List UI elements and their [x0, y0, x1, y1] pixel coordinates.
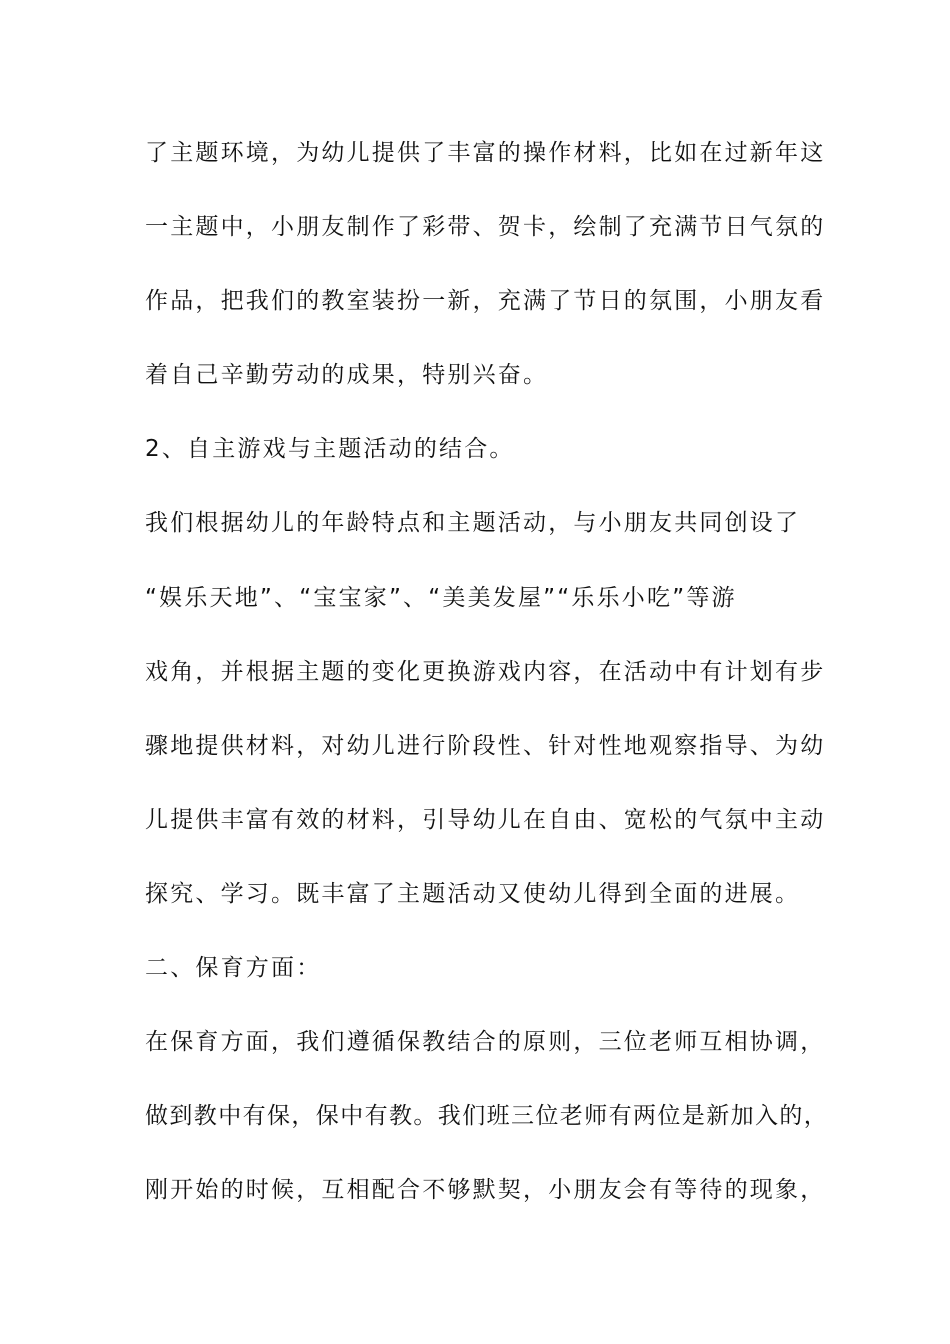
paragraph-line-15: 刚开始的时候，互相配合不够默契，小朋友会有等待的现象， [145, 1177, 826, 1203]
paragraph-line-11: 探究、学习。既丰富了主题活动又使幼儿得到全面的进展。 [145, 881, 801, 907]
paragraph-line-3: 作品，把我们的教室装扮一新，充满了节日的氛围，小朋友看 [145, 288, 826, 314]
paragraph-line-13: 在保育方面，我们遵循保教结合的原则，三位老师互相协调， [145, 1029, 826, 1055]
paragraph-line-2: 一主题中，小朋友制作了彩带、贺卡，绘制了充满节日气氛的 [145, 214, 826, 240]
paragraph-line-4: 着自己辛勤劳动的成果，特别兴奋。 [145, 362, 549, 388]
paragraph-line-8: 戏角，并根据主题的变化更换游戏内容，在活动中有计划有步 [145, 659, 826, 685]
paragraph-line-10: 儿提供丰富有效的材料，引导幼儿在自由、宽松的气氛中主动 [145, 807, 826, 833]
paragraph-line-6: 我们根据幼儿的年龄特点和主题活动，与小朋友共同创设了 [145, 510, 801, 536]
paragraph-line-1: 了主题环境，为幼儿提供了丰富的操作材料，比如在过新年这 [145, 140, 826, 166]
paragraph-line-14: 做到教中有保，保中有教。我们班三位老师有两位是新加入的， [145, 1103, 829, 1129]
paragraph-line-7: “娱乐天地”、“宝宝家”、“美美发屋”“乐乐小吃”等游 [145, 585, 737, 611]
paragraph-line-9: 骤地提供材料，对幼儿进行阶段性、针对性地观察指导、为幼 [145, 733, 826, 759]
section-heading-2: 2、自主游戏与主题活动的结合。 [145, 436, 515, 462]
section-heading-baoyu: 二、保育方面： [145, 955, 322, 981]
